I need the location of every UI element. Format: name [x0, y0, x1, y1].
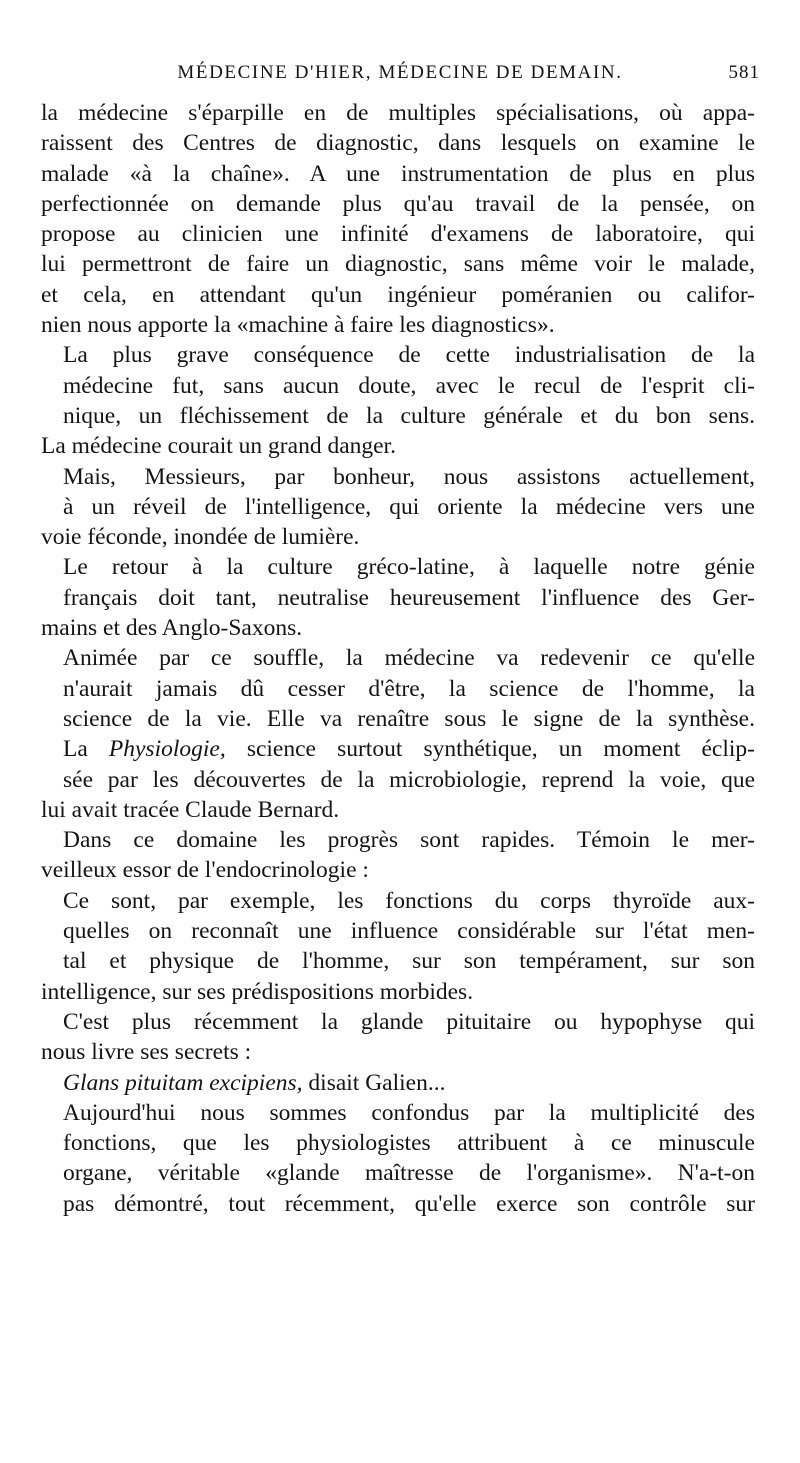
text-line: C'est plus récemment la glande pituitaire ou hypophyse qui	[63, 1008, 755, 1035]
paragraph-end	[41, 977, 755, 1007]
text-line: nous livre ses secrets :	[41, 1039, 252, 1066]
paragraph-continuation-end	[41, 310, 755, 340]
text-line: fonctions, que les physiologistes attribuent à ce minuscule	[63, 1130, 755, 1157]
text-line: mains et des Anglo-Saxons.	[41, 615, 303, 642]
paragraph-end	[41, 855, 755, 885]
text-line: n'aurait jamais dû cesser d'être, la science de l'homme, la	[63, 675, 755, 702]
paragraph-end	[41, 613, 755, 643]
paragraph-end	[41, 795, 755, 825]
italic-term: Physiologie,	[108, 736, 226, 763]
body-text	[41, 98, 755, 1219]
paragraph-end	[41, 431, 755, 461]
text-line: Mais, Messieurs, par bonheur, nous assistons actuellement,	[63, 463, 755, 490]
text-line: Ce sont, par exemple, les fonctions du corps thyroïde aux-	[63, 887, 755, 914]
paragraph	[41, 734, 755, 795]
text-line: La plus grave conséquence de cette industrialisation de la	[63, 342, 755, 369]
text-line: malade «à la chaîne». A une instrumentation de plus en plus	[41, 160, 755, 187]
paragraph	[41, 552, 755, 613]
text-line: médecine fut, sans aucun doute, avec le recul de l'esprit cli-	[63, 372, 755, 399]
text-line: Aujourd'hui nous sommes confondus par la multiplicité des	[63, 1099, 755, 1126]
text-line: lui permettront de faire un diagnostic, sans même voir le malade,	[41, 251, 755, 278]
text-line: et cela, en attendant qu'un ingénieur poméranien ou califor-	[41, 281, 755, 308]
paragraph	[41, 886, 755, 977]
text-line: voie féconde, inondée de lumière.	[41, 524, 360, 551]
paragraph	[41, 340, 755, 431]
text-line: nien nous apporte la «machine à faire les diagnostics».	[41, 312, 555, 339]
text-line: veilleux essor de l'endocrinologie :	[41, 857, 369, 884]
text-line: pas démontré, tout récemment, qu'elle exerce son contrôle sur	[63, 1190, 755, 1217]
text-segment: science surtout synthétique, un moment éclip-	[225, 736, 755, 763]
text-line: la médecine s'éparpille en de multiples spécialisations, où appa-	[41, 100, 755, 126]
paragraph	[41, 825, 755, 855]
paragraph-end	[41, 1037, 755, 1067]
text-line: La médecine courait un grand danger.	[41, 433, 396, 460]
text-line: propose au clinicien une infinité d'examens de laboratoire, qui	[41, 221, 755, 248]
text-segment: La	[63, 736, 109, 763]
running-head	[40, 58, 760, 92]
text-line: quelles on reconnaît une influence considérable sur l'état men-	[63, 918, 755, 945]
text-line: Animée par ce souffle, la médecine va redevenir ce qu'elle	[63, 645, 755, 672]
text-line: sée par les découvertes de la microbiologie, reprend la voie, que	[63, 766, 755, 793]
text-line: Le retour à la culture gréco-latine, à laquelle notre génie	[63, 554, 755, 581]
text-line	[41, 734, 755, 764]
text-line	[41, 1068, 755, 1098]
paragraph-continuation	[41, 98, 755, 310]
paragraph	[41, 462, 755, 523]
latin-quotation	[41, 1068, 755, 1098]
text-line: intelligence, sur ses prédispositions morbides.	[41, 978, 474, 1005]
italic-quote: Glans pituitam excipiens,	[63, 1069, 303, 1096]
paragraph	[41, 643, 755, 734]
text-line: nique, un fléchissement de la culture générale et du bon sens.	[63, 402, 755, 429]
text-line: à un réveil de l'intelligence, qui oriente la médecine vers une	[63, 493, 755, 520]
text-line: organe, véritable «glande maîtresse de l'organisme». N'a-t-on	[63, 1160, 755, 1187]
text-line: perfectionnée on demande plus qu'au travail de la pensée, on	[41, 190, 755, 217]
paragraph-end	[41, 522, 755, 552]
running-title: MÉDECINE D'HIER, MÉDECINE DE DEMAIN.	[177, 62, 623, 83]
text-segment: disait Galien...	[302, 1069, 446, 1096]
page-number: 581	[728, 62, 760, 83]
paragraph	[41, 1098, 755, 1219]
text-line: science de la vie. Elle va renaître sous le signe de la synthèse.	[63, 705, 755, 732]
text-line: Dans ce domaine les progrès sont rapides. Témoin le mer-	[63, 827, 755, 854]
text-line: lui avait tracée Claude Bernard.	[41, 796, 340, 823]
text-line: tal et physique de l'homme, sur son tempérament, sur son	[63, 948, 755, 975]
paragraph	[41, 1007, 755, 1037]
text-line: raissent des Centres de diagnostic, dans lesquels on examine le	[41, 130, 755, 157]
text-line: français doit tant, neutralise heureusement l'influence des Ger-	[63, 584, 755, 611]
